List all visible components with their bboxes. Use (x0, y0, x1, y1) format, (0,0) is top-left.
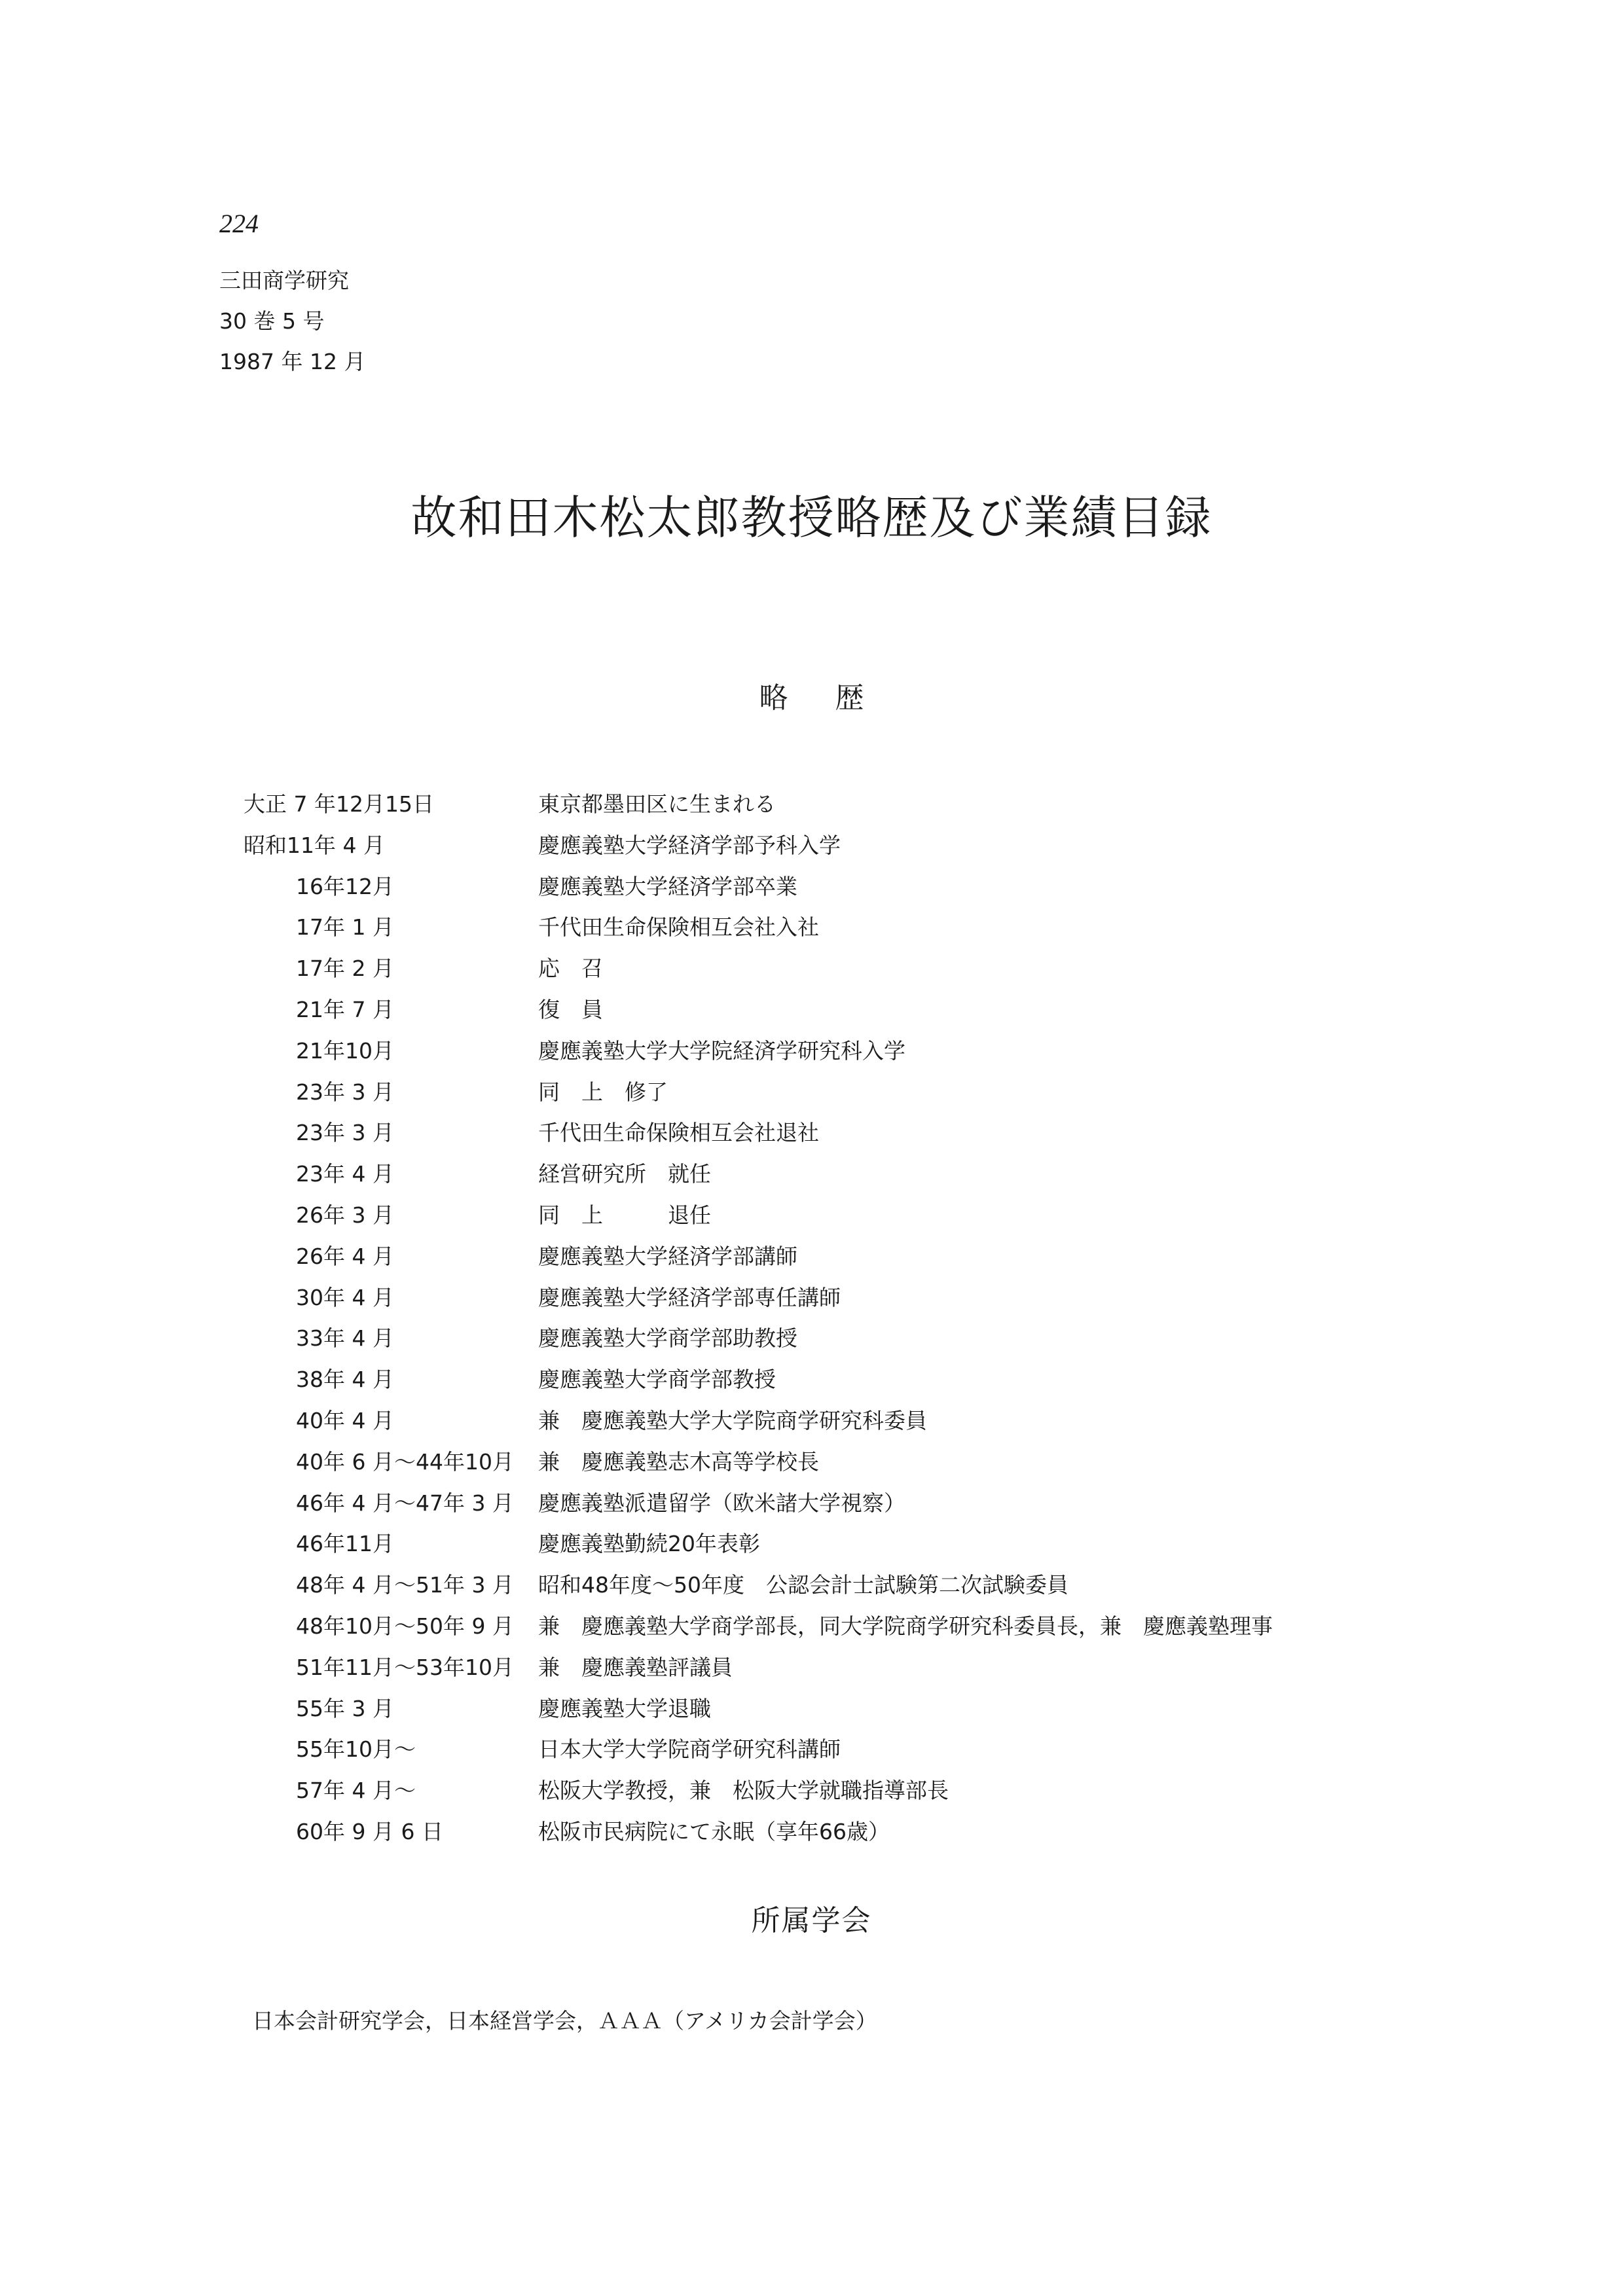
career-row (244, 1606, 1553, 1647)
career-event: 昭和48年度～50年度 公認会計士試験第二次試験委員 (538, 1572, 1068, 1598)
career-date: 26年 4 月 (296, 1243, 394, 1269)
career-row (244, 1236, 1553, 1278)
career-event: 慶應義塾大学経済学部専任講師 (538, 1284, 841, 1310)
career-event: 経営研究所 就任 (538, 1161, 711, 1187)
career-date: 16年12月 (296, 873, 394, 899)
career-row (244, 1689, 1553, 1730)
career-date: 55年 3 月 (296, 1695, 394, 1721)
career-date: 51年11月～53年10月 (296, 1654, 514, 1680)
career-row (244, 1195, 1553, 1236)
career-event: 慶應義塾大学経済学部予科入学 (538, 832, 841, 858)
journal-volume: 30 巻 5 号 (219, 308, 325, 334)
journal-name: 三田商学研究 (219, 268, 349, 293)
career-event: 千代田生命保険相互会社入社 (538, 914, 819, 941)
career-row (244, 1401, 1553, 1442)
career-event: 慶應義塾大学商学部教授 (538, 1367, 776, 1393)
journal-date: 1987 年 12 月 (219, 349, 366, 374)
career-event: 応 召 (538, 956, 603, 982)
career-event: 慶應義塾大学大学院経済学研究科入学 (538, 1037, 905, 1064)
career-row (244, 1524, 1553, 1565)
page-number: 224 (219, 209, 259, 238)
career-row (244, 1442, 1553, 1483)
career-date: 26年 3 月 (296, 1202, 394, 1228)
career-row (244, 867, 1553, 908)
career-event: 復 員 (538, 996, 603, 1022)
career-event: 慶應義塾勤続20年表彰 (538, 1531, 760, 1557)
career-date: 昭和11年 4 月 (244, 832, 385, 858)
societies-heading: 所属学会 (751, 1904, 872, 1937)
career-date: 大正 7 年12月15日 (244, 791, 434, 817)
career-event: 松阪市民病院にて永眠（享年66歳） (538, 1818, 890, 1844)
career-row (244, 1770, 1553, 1812)
career-event: 慶應義塾派遣留学（欧米諸大学視察） (538, 1490, 905, 1516)
career-event: 兼 慶應義塾大学大学院商学研究科委員 (538, 1407, 927, 1433)
career-date: 46年11月 (296, 1531, 394, 1557)
career-row (244, 1113, 1553, 1154)
career-date: 40年 6 月～44年10月 (296, 1448, 514, 1475)
career-event: 慶應義塾大学退職 (538, 1695, 711, 1721)
career-event: 同 上 修了 (538, 1079, 668, 1105)
career-row (244, 1647, 1553, 1689)
career-row (244, 1031, 1553, 1072)
journal-info (219, 260, 365, 382)
career-event: 慶應義塾大学経済学部卒業 (538, 873, 797, 899)
career-row (244, 990, 1553, 1031)
career-date: 23年 4 月 (296, 1161, 394, 1187)
career-date: 33年 4 月 (296, 1325, 394, 1352)
career-row (244, 1072, 1553, 1113)
career-list (244, 784, 1553, 1853)
career-event: 兼 慶應義塾志木高等学校長 (538, 1448, 819, 1475)
career-row (244, 784, 1553, 825)
career-date: 60年 9 月 6 日 (296, 1818, 443, 1844)
career-date: 23年 3 月 (296, 1079, 394, 1105)
career-row (244, 1483, 1553, 1524)
career-date: 46年 4 月～47年 3 月 (296, 1490, 514, 1516)
career-row (244, 1812, 1553, 1853)
career-date: 40年 4 月 (296, 1407, 394, 1433)
career-row (244, 948, 1553, 990)
career-row (244, 1729, 1553, 1770)
career-row (244, 907, 1553, 948)
career-date: 21年10月 (296, 1037, 394, 1064)
career-row (244, 1318, 1553, 1359)
career-date: 23年 3 月 (296, 1120, 394, 1146)
career-event: 松阪大学教授，兼 松阪大学就職指導部長 (538, 1778, 949, 1804)
career-event: 兼 慶應義塾大学商学部長，同大学院商学研究科委員長，兼 慶應義塾理事 (538, 1613, 1273, 1639)
career-event: 兼 慶應義塾評議員 (538, 1654, 733, 1680)
career-row (244, 1359, 1553, 1401)
career-event: 千代田生命保険相互会社退社 (538, 1120, 819, 1146)
societies-text: 日本会計研究学会，日本経営学会，ＡＡＡ（アメリカ会計学会） (252, 2008, 877, 2034)
career-event: 同 上 退任 (538, 1202, 711, 1228)
career-row (244, 1154, 1553, 1195)
career-date: 38年 4 月 (296, 1367, 394, 1393)
page-title: 故和田木松太郎教授略歴及び業績目録 (410, 491, 1213, 545)
career-date: 57年 4 月～ (296, 1778, 416, 1804)
career-date: 48年 4 月～51年 3 月 (296, 1572, 514, 1598)
career-date: 30年 4 月 (296, 1284, 394, 1310)
career-event: 慶應義塾大学経済学部講師 (538, 1243, 797, 1269)
career-date: 17年 2 月 (296, 956, 394, 982)
career-date: 17年 1 月 (296, 914, 394, 941)
career-event: 慶應義塾大学商学部助教授 (538, 1325, 797, 1352)
career-event: 日本大学大学院商学研究科講師 (538, 1736, 841, 1763)
career-event: 東京都墨田区に生まれる (538, 791, 776, 817)
career-row (244, 825, 1553, 867)
career-date: 48年10月～50年 9 月 (296, 1613, 514, 1639)
career-row (244, 1278, 1553, 1319)
career-heading: 略歴 (759, 681, 911, 715)
career-date: 55年10月～ (296, 1736, 416, 1763)
career-date: 21年 7 月 (296, 996, 394, 1022)
career-row (244, 1565, 1553, 1606)
